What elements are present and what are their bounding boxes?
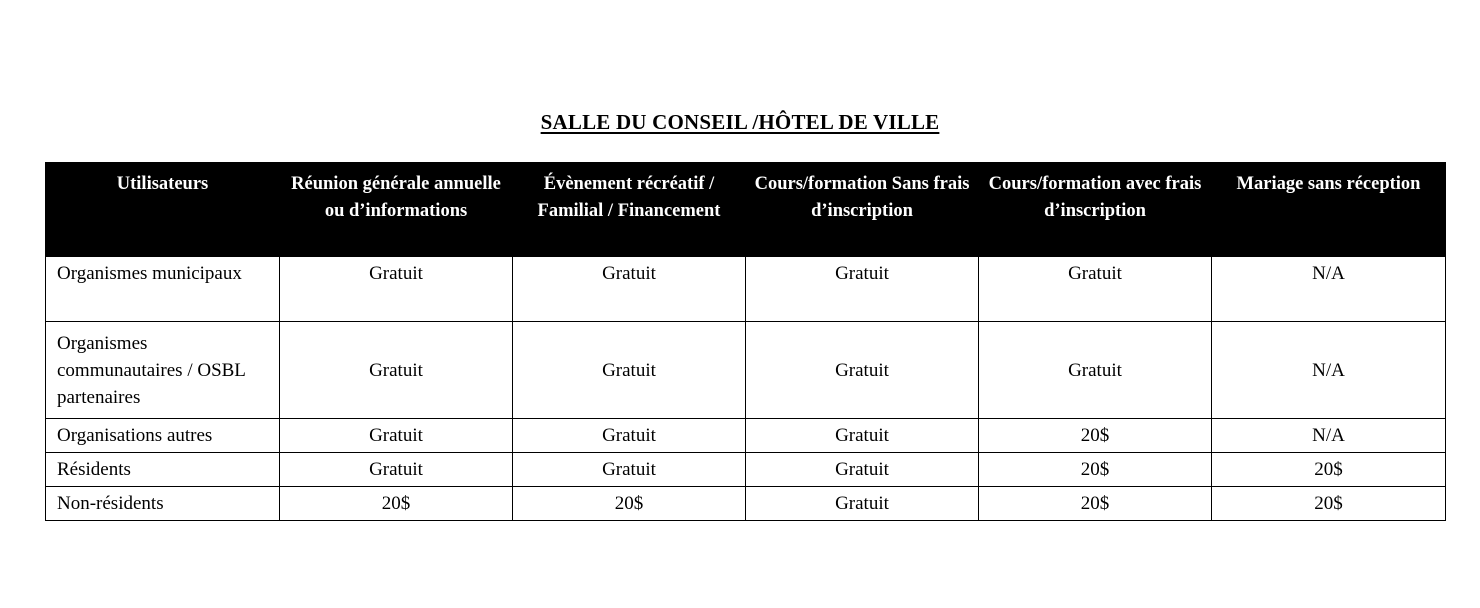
table-row bbox=[46, 487, 1446, 521]
rate-cell: Gratuit bbox=[746, 487, 979, 521]
user-cell: Organismes communautaires / OSBL partenaires bbox=[46, 322, 280, 419]
header-cours-avec-frais: Cours/formation avec frais d’inscription bbox=[979, 162, 1212, 257]
rate-cell: 20$ bbox=[979, 487, 1212, 521]
rates-table bbox=[45, 162, 1446, 521]
header-users: Utilisateurs bbox=[46, 162, 280, 257]
rate-cell: Gratuit bbox=[746, 453, 979, 487]
rate-cell: Gratuit bbox=[280, 322, 513, 419]
header-mariage: Mariage sans réception bbox=[1212, 162, 1446, 257]
header-cours-sans-frais: Cours/formation Sans frais d’inscription bbox=[746, 162, 979, 257]
rate-cell: Gratuit bbox=[979, 322, 1212, 419]
user-cell: Non-résidents bbox=[46, 487, 280, 521]
header-evenement-recreatif: Évènement récréatif / Familial / Financement bbox=[513, 162, 746, 257]
header-row bbox=[46, 162, 1446, 257]
table-row bbox=[46, 419, 1446, 453]
rate-cell: 20$ bbox=[979, 419, 1212, 453]
table-row bbox=[46, 453, 1446, 487]
user-cell: Organismes municipaux bbox=[46, 257, 280, 322]
table-row bbox=[46, 257, 1446, 322]
rate-cell: 20$ bbox=[1212, 487, 1446, 521]
rate-cell: Gratuit bbox=[280, 419, 513, 453]
rate-cell: Gratuit bbox=[513, 257, 746, 322]
rate-cell: Gratuit bbox=[513, 322, 746, 419]
rate-cell: Gratuit bbox=[746, 322, 979, 419]
table-row bbox=[46, 322, 1446, 419]
user-cell: Résidents bbox=[46, 453, 280, 487]
rate-cell: Gratuit bbox=[513, 453, 746, 487]
rate-cell: Gratuit bbox=[979, 257, 1212, 322]
user-cell: Organisations autres bbox=[46, 419, 280, 453]
header-reunion-generale: Réunion générale annuelle ou d’informations bbox=[280, 162, 513, 257]
rate-cell: Gratuit bbox=[280, 257, 513, 322]
rate-cell: N/A bbox=[1212, 322, 1446, 419]
rate-cell: N/A bbox=[1212, 419, 1446, 453]
rate-cell: 20$ bbox=[513, 487, 746, 521]
rate-cell: Gratuit bbox=[746, 419, 979, 453]
rate-cell: N/A bbox=[1212, 257, 1446, 322]
document-title: SALLE DU CONSEIL /HÔTEL DE VILLE bbox=[540, 110, 940, 134]
rate-cell: 20$ bbox=[280, 487, 513, 521]
rate-cell: 20$ bbox=[1212, 453, 1446, 487]
rate-cell: 20$ bbox=[979, 453, 1212, 487]
rate-cell: Gratuit bbox=[513, 419, 746, 453]
rate-cell: Gratuit bbox=[280, 453, 513, 487]
rate-cell: Gratuit bbox=[746, 257, 979, 322]
